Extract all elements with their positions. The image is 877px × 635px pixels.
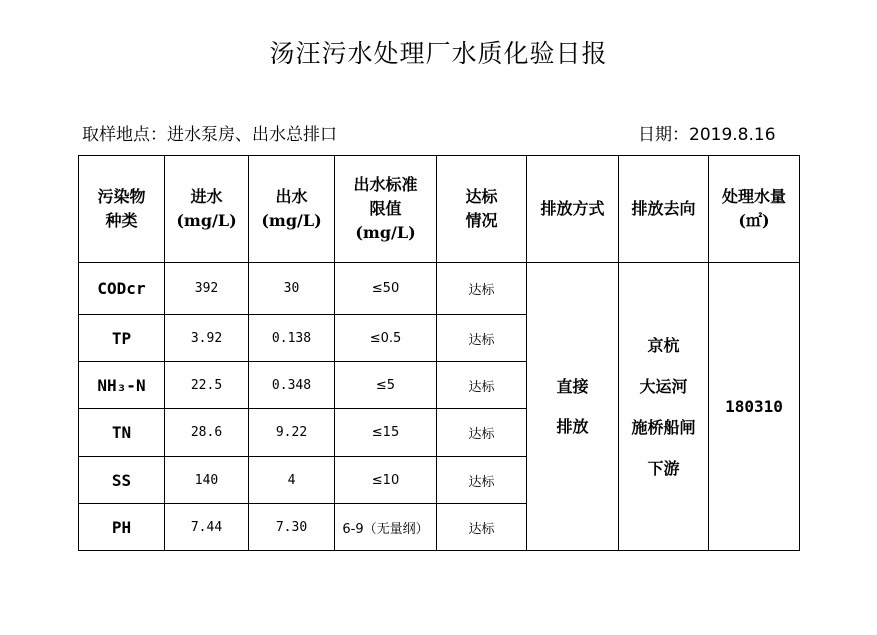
header-standard: 出水标准 限值 (mg/L) <box>335 156 437 263</box>
table-row <box>79 263 800 315</box>
header-volume: 处理水量 (㎡) <box>709 156 800 263</box>
status-cell: 达标 <box>437 315 527 362</box>
standard-cell: ≤10 <box>335 457 437 504</box>
influent-cell: 3.92 <box>165 315 249 362</box>
species-cell: PH <box>79 504 165 551</box>
standard-cell: ≤50 <box>335 263 437 315</box>
species-cell: TP <box>79 315 165 362</box>
header-influent: 进水 (mg/L) <box>165 156 249 263</box>
species-cell: SS <box>79 457 165 504</box>
effluent-cell: 0.138 <box>249 315 335 362</box>
status-cell: 达标 <box>437 457 527 504</box>
discharge-mode-cell: 直接 排放 <box>527 263 619 551</box>
status-cell: 达标 <box>437 409 527 457</box>
effluent-cell: 7.30 <box>249 504 335 551</box>
header-discharge-mode: 排放方式 <box>527 156 619 263</box>
effluent-cell: 9.22 <box>249 409 335 457</box>
species-cell: NH₃-N <box>79 362 165 409</box>
discharge-dest-cell: 京杭 大运河 施桥船闸 下游 <box>619 263 709 551</box>
volume-cell: 180310 <box>709 263 800 551</box>
standard-cell: ≤0.5 <box>335 315 437 362</box>
influent-cell: 140 <box>165 457 249 504</box>
standard-cell: ≤5 <box>335 362 437 409</box>
species-cell: TN <box>79 409 165 457</box>
sampling-location: 取样地点：进水泵房、出水总排口 <box>82 125 337 145</box>
header-species: 污染物 种类 <box>79 156 165 263</box>
influent-cell: 7.44 <box>165 504 249 551</box>
influent-cell: 22.5 <box>165 362 249 409</box>
influent-cell: 392 <box>165 263 249 315</box>
report-title: 汤汪污水处理厂水质化验日报 <box>269 39 608 68</box>
header-row <box>79 156 800 263</box>
header-effluent: 出水 (mg/L) <box>249 156 335 263</box>
effluent-cell: 30 <box>249 263 335 315</box>
standard-cell: 6-9（无量纲） <box>335 504 437 551</box>
status-cell: 达标 <box>437 263 527 315</box>
status-cell: 达标 <box>437 362 527 409</box>
influent-cell: 28.6 <box>165 409 249 457</box>
species-cell: CODcr <box>79 263 165 315</box>
status-cell: 达标 <box>437 504 527 551</box>
standard-cell: ≤15 <box>335 409 437 457</box>
header-discharge-dest: 排放去向 <box>619 156 709 263</box>
report-date: 日期：2019.8.16 <box>638 125 776 145</box>
effluent-cell: 4 <box>249 457 335 504</box>
header-status: 达标 情况 <box>437 156 527 263</box>
effluent-cell: 0.348 <box>249 362 335 409</box>
water-quality-table <box>78 155 800 551</box>
